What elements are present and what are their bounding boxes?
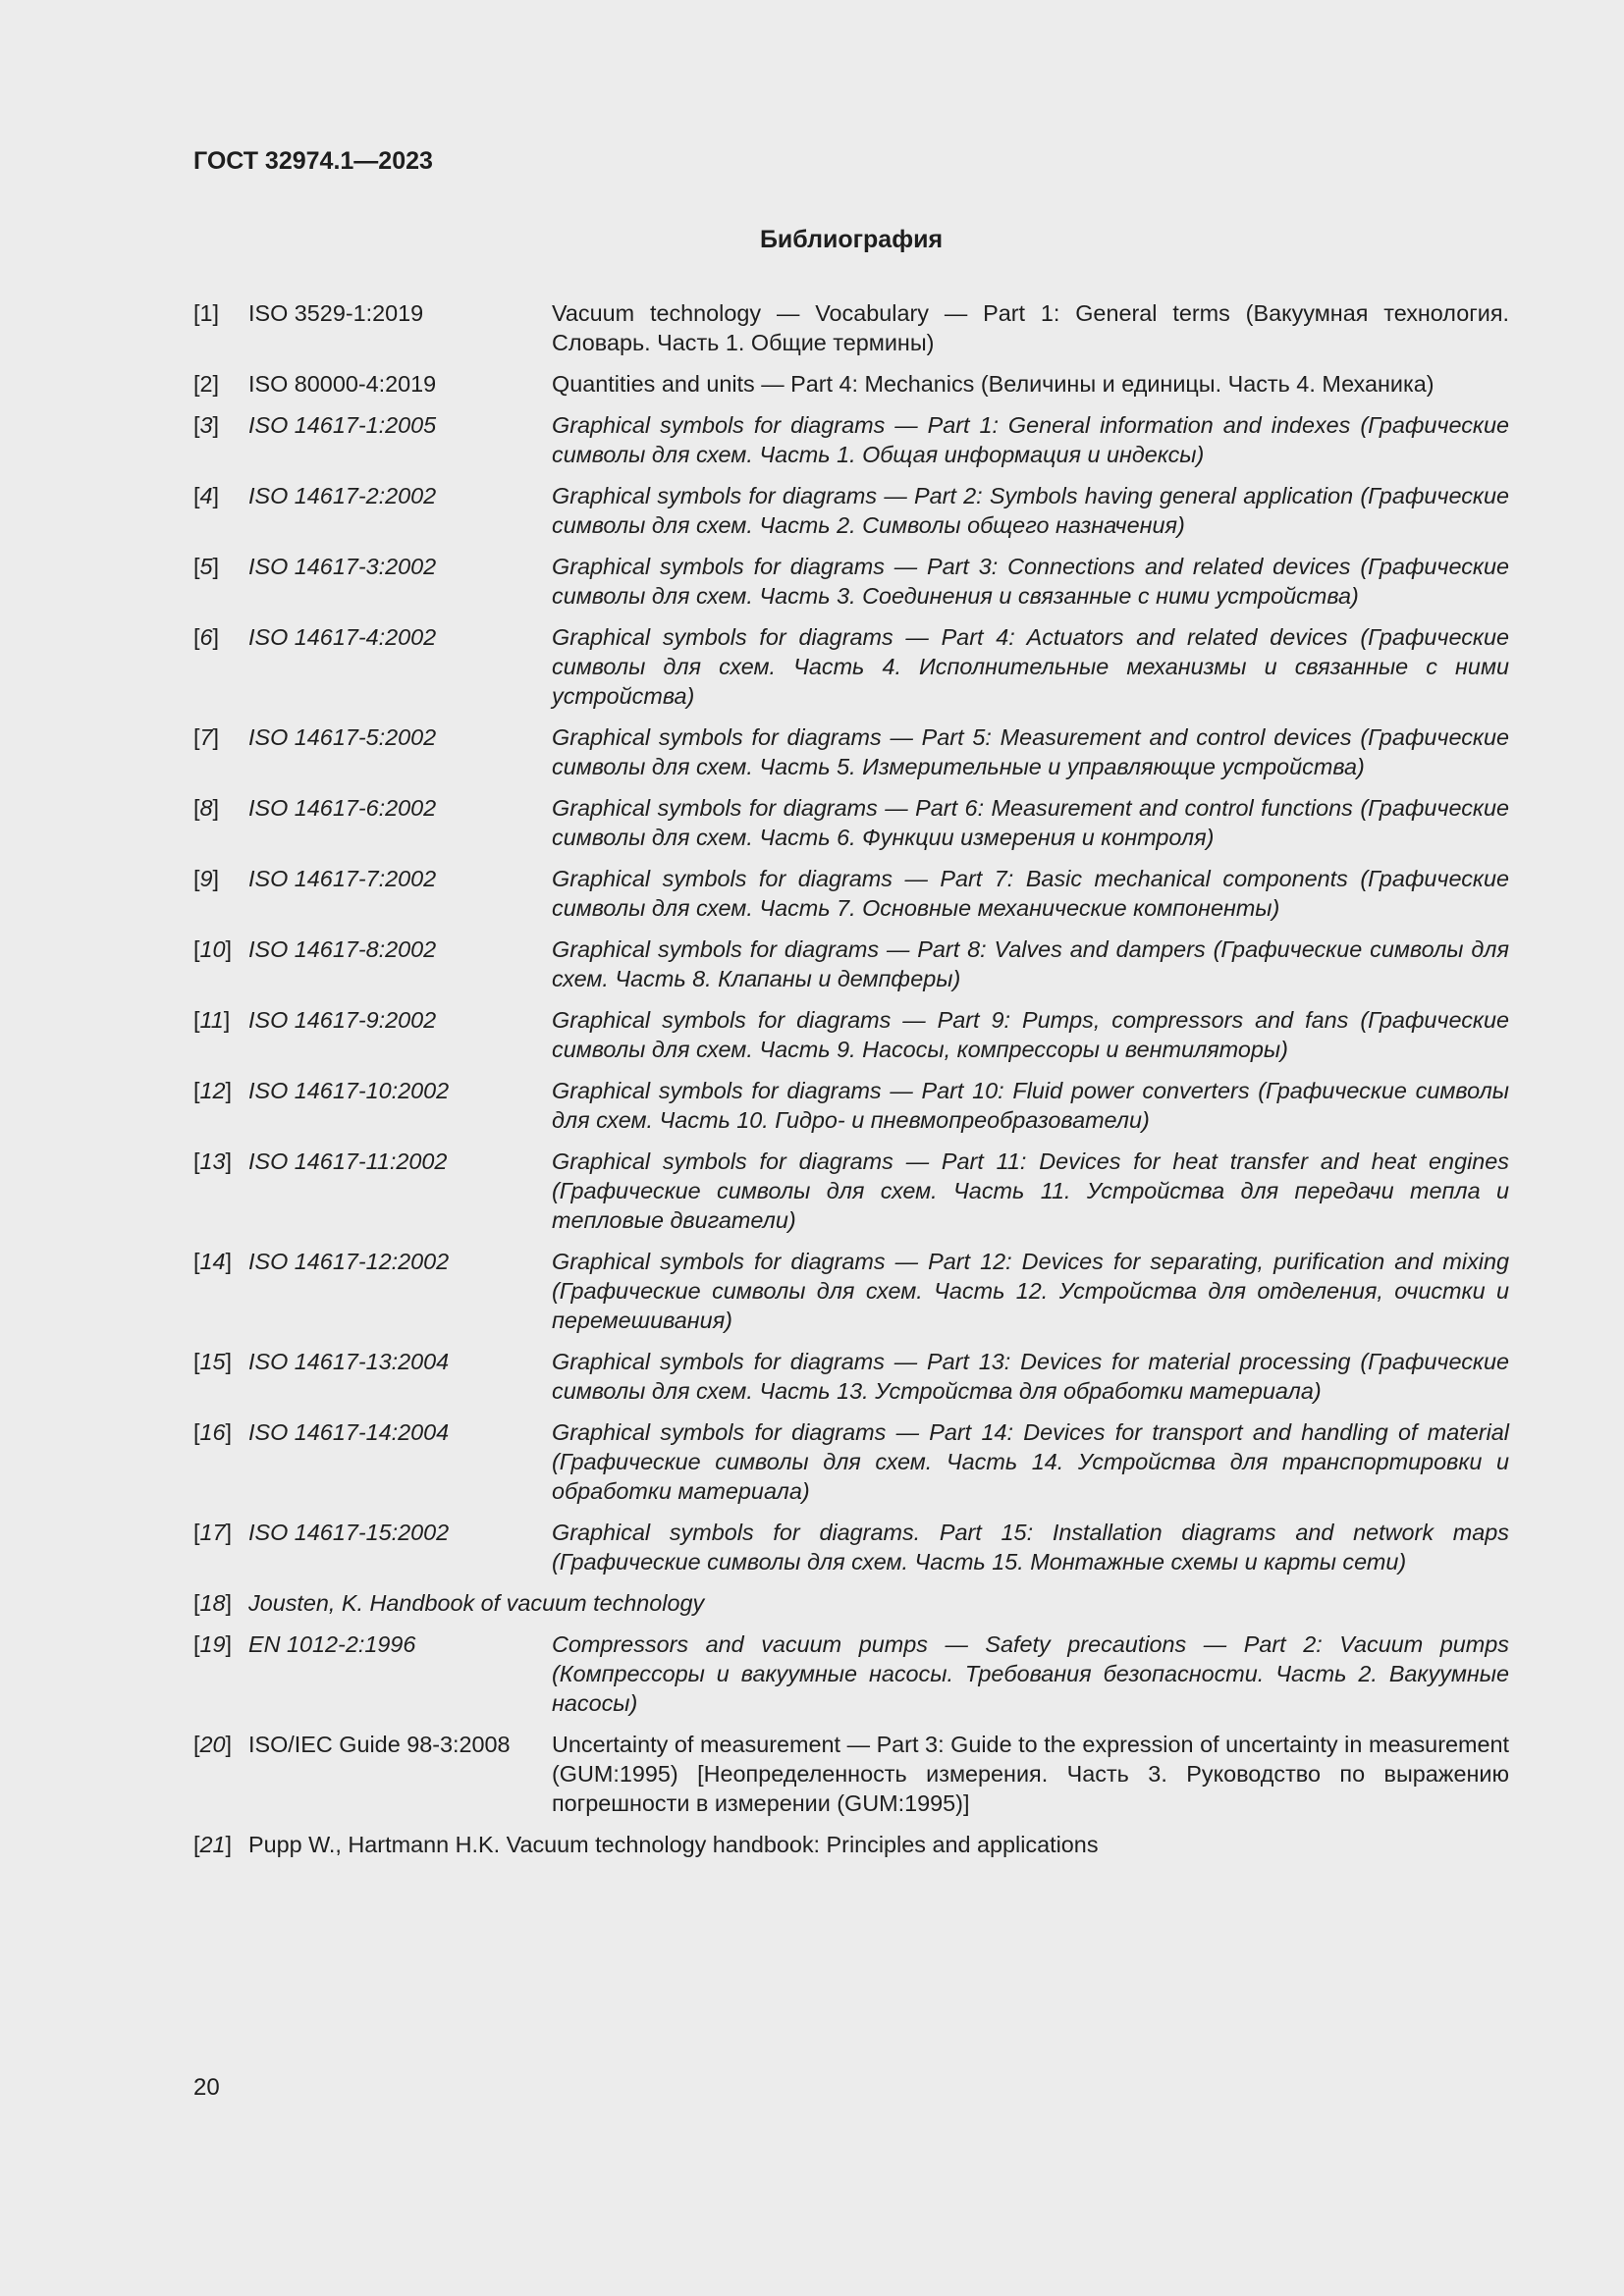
entry-number: [2] <box>193 371 220 397</box>
entry-number: [10] <box>193 936 233 962</box>
entry-number: [15] <box>193 1349 233 1374</box>
entry-number: [6] <box>193 624 220 650</box>
bibliography-entry <box>193 793 1509 852</box>
bibliography-entry <box>193 1518 1509 1576</box>
page-number: 20 <box>193 2074 220 2101</box>
entry-designation: ISO 14617-9:2002 <box>248 1007 437 1033</box>
entry-title: Quantities and units — Part 4: Mechanics (Величины и единицы. Часть 4. Механика) <box>552 371 1435 397</box>
entry-designation: ISO 14617-1:2005 <box>248 412 437 438</box>
bibliography-entry <box>193 1417 1509 1506</box>
entry-designation: ISO 14617-10:2002 <box>248 1078 450 1103</box>
bibliography-entry <box>193 1588 1509 1618</box>
bibliography-entry <box>193 934 1509 993</box>
bibliography-title: Библиография <box>759 226 944 253</box>
entry-title: Graphical symbols for diagrams — Part 3: Connections and related devices (Графические символы для схем. Часть 3. Соединения и связанные с ними устройства) <box>552 554 1509 609</box>
entry-designation: ISO 14617-7:2002 <box>248 866 437 891</box>
bibliography-entry <box>193 410 1509 469</box>
entry-title: Graphical symbols for diagrams — Part 5: Measurement and control devices (Графические символы для схем. Часть 5. Измерительные и управляющие устройства) <box>552 724 1509 779</box>
entry-title: Uncertainty of measurement — Part 3: Guide to the expression of uncertainty in measurement (GUM:1995) [Неопределенность измерения. Часть 3. Руководство по выражению погрешности в измерении (GUM:1995)] <box>552 1732 1509 1816</box>
entry-number: [11] <box>193 1007 231 1033</box>
bibliography-entry <box>193 1247 1509 1335</box>
entry-number: [7] <box>193 724 220 750</box>
entry-designation: ISO 14617-5:2002 <box>248 724 437 750</box>
entry-number: [19] <box>193 1631 233 1657</box>
entry-title: Graphical symbols for diagrams — Part 7: Basic mechanical components (Графические символы для схем. Часть 7. Основные механические компоненты) <box>552 866 1509 921</box>
entry-title: Graphical symbols for diagrams — Part 8: Valves and dampers (Графические символы для схем. Часть 8. Клапаны и демпферы) <box>552 936 1509 991</box>
entry-title: Graphical symbols for diagrams — Part 13: Devices for material processing (Графические символы для схем. Часть 13. Устройства для обработки материала) <box>552 1349 1509 1404</box>
entry-title: Graphical symbols for diagrams — Part 10: Fluid power converters (Графические символы для схем. Часть 10. Гидро- и пневмопреобразователи) <box>552 1078 1509 1133</box>
entry-designation: ISO 14617-14:2004 <box>248 1419 450 1445</box>
bibliography-entry <box>193 1076 1509 1135</box>
entry-title: Graphical symbols for diagrams. Part 15: Installation diagrams and network maps (Графические символы для схем. Часть 15. Монтажные схемы и карты сети) <box>552 1520 1509 1575</box>
bibliography-entry <box>193 622 1509 711</box>
bibliography-entry <box>193 552 1509 611</box>
bibliography-entry <box>193 481 1509 540</box>
bibliography-entry <box>193 1730 1509 1818</box>
entry-number: [14] <box>193 1249 233 1274</box>
entry-title: Jousten, K. Handbook of vacuum technology <box>248 1590 705 1616</box>
entry-designation: ISO 14617-3:2002 <box>248 554 437 579</box>
entry-title: Graphical symbols for diagrams — Part 2: Symbols having general application (Графические символы для схем. Часть 2. Символы общего назначения) <box>552 483 1509 538</box>
entry-designation: ISO/IEC Guide 98-3:2008 <box>248 1732 511 1757</box>
bibliography-entry <box>193 864 1509 923</box>
entry-title: Graphical symbols for diagrams — Part 4: Actuators and related devices (Графические символы для схем. Часть 4. Исполнительные механизмы и связанные с ними устройства) <box>552 624 1509 709</box>
entry-designation: EN 1012-2:1996 <box>248 1631 416 1657</box>
entry-designation: ISO 80000-4:2019 <box>248 371 437 397</box>
entry-title: Graphical symbols for diagrams — Part 9: Pumps, compressors and fans (Графические символы для схем. Часть 9. Насосы, компрессоры и вентиляторы) <box>552 1007 1509 1062</box>
entry-number: [17] <box>193 1520 233 1545</box>
bibliography-entry <box>193 1347 1509 1406</box>
entry-title: Graphical symbols for diagrams — Part 6: Measurement and control functions (Графические символы для схем. Часть 6. Функции измерения и контроля) <box>552 795 1509 850</box>
entry-designation: ISO 14617-15:2002 <box>248 1520 450 1545</box>
entry-number: [1] <box>193 300 220 326</box>
bibliography-entry <box>193 722 1509 781</box>
entry-title: Graphical symbols for diagrams — Part 12: Devices for separating, purification and mixing (Графические символы для схем. Часть 12. Устройства для отделения, очистки и перемешивания) <box>552 1249 1509 1333</box>
entry-title: Graphical symbols for diagrams — Part 1: General information and indexes (Графические символы для схем. Часть 1. Общая информация и индексы) <box>552 412 1509 467</box>
entry-number: [5] <box>193 554 220 579</box>
bibliography-entry <box>193 1830 1509 1859</box>
entry-title: Compressors and vacuum pumps — Safety precautions — Part 2: Vacuum pumps (Компрессоры и вакуумные насосы. Требования безопасности. Часть 2. Вакуумные насосы) <box>552 1631 1509 1716</box>
entry-number: [4] <box>193 483 220 508</box>
bibliography-entry <box>193 1629 1509 1718</box>
entry-number: [18] <box>193 1590 233 1616</box>
entry-number: [21] <box>193 1832 233 1857</box>
entry-number: [13] <box>193 1148 233 1174</box>
entry-number: [3] <box>193 412 220 438</box>
bibliography-entry <box>193 369 1509 399</box>
entry-number: [16] <box>193 1419 233 1445</box>
entry-title: Graphical symbols for diagrams — Part 11: Devices for heat transfer and heat engines (Графические символы для схем. Часть 11. Устройства для передачи тепла и тепловые двигатели) <box>552 1148 1509 1233</box>
entry-designation: ISO 14617-11:2002 <box>248 1148 448 1174</box>
entry-number: [8] <box>193 795 220 821</box>
entry-designation: ISO 14617-4:2002 <box>248 624 437 650</box>
entry-number: [12] <box>193 1078 233 1103</box>
entry-title: Pupp W., Hartmann H.K. Vacuum technology handbook: Principles and applications <box>248 1832 1099 1857</box>
entry-designation: ISO 14617-6:2002 <box>248 795 437 821</box>
entry-number: [20] <box>193 1732 233 1757</box>
bibliography-list <box>193 298 1509 1871</box>
entry-title: Vacuum technology — Vocabulary — Part 1: General terms (Вакуумная технология. Словарь. Часть 1. Общие термины) <box>552 300 1509 355</box>
bibliography-entry <box>193 298 1509 357</box>
entry-designation: ISO 14617-12:2002 <box>248 1249 450 1274</box>
entry-title: Graphical symbols for diagrams — Part 14: Devices for transport and handling of material (Графические символы для схем. Часть 14. Устройства для транспортировки и обработки материала) <box>552 1419 1509 1504</box>
document-header: ГОСТ 32974.1—2023 <box>193 147 433 175</box>
entry-number: [9] <box>193 866 220 891</box>
bibliography-entry <box>193 1005 1509 1064</box>
entry-designation: ISO 14617-8:2002 <box>248 936 437 962</box>
entry-designation: ISO 14617-13:2004 <box>248 1349 450 1374</box>
entry-designation: ISO 14617-2:2002 <box>248 483 437 508</box>
bibliography-entry <box>193 1147 1509 1235</box>
entry-designation: ISO 3529-1:2019 <box>248 300 424 326</box>
